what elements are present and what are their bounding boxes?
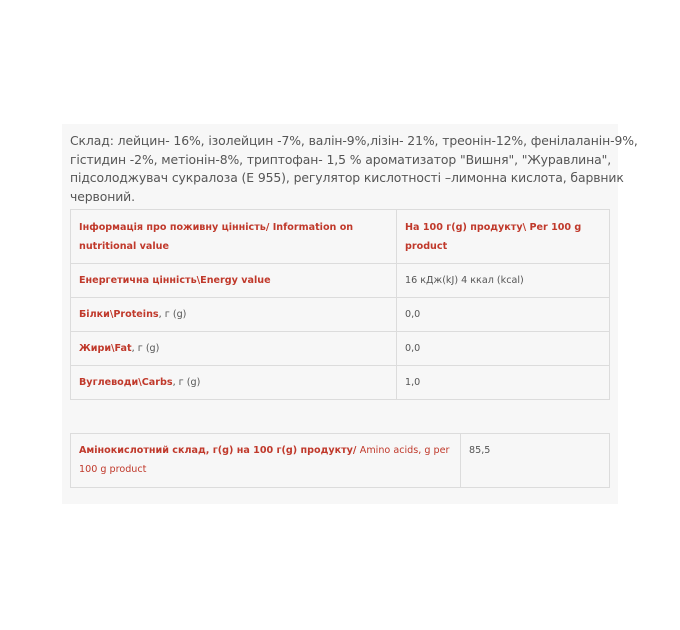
- nutrition-table: [70, 209, 610, 400]
- row-label-unit: , г (g): [172, 377, 201, 388]
- amino-acid-table: [70, 433, 610, 488]
- composition-line: червоний.: [70, 188, 135, 204]
- amino-label-bold: Амінокислотний склад, г(g) на 100 г(g) продукту/: [79, 445, 360, 456]
- row-label-bold: Енергетична цінність\Energy value: [79, 275, 271, 286]
- table-row: [71, 332, 610, 366]
- amino-label-cell: [71, 434, 461, 488]
- row-label-cell: [71, 264, 397, 298]
- table-row: [71, 366, 610, 400]
- table-row: [71, 434, 610, 488]
- row-label-unit: , г (g): [131, 343, 160, 354]
- row-label-cell: [71, 298, 397, 332]
- row-value-cell: 1,0: [397, 366, 610, 400]
- row-label-bold: Вуглеводи\Carbs: [79, 377, 173, 388]
- row-label-bold: Жири\Fat: [79, 343, 132, 354]
- table-row: [71, 264, 610, 298]
- amino-label-rest: Amino acids, g per 100 g product: [79, 445, 450, 475]
- composition-line: Склад: лейцин- 16%, ізолейцин -7%, валін-9%,лізін- 21%, треонін-12%, фенілаланін-9%,: [70, 133, 638, 148]
- row-label-bold: Білки\Proteins: [79, 309, 159, 320]
- row-label-cell: [71, 366, 397, 400]
- row-value-cell: 0,0: [397, 298, 610, 332]
- header-label-cell: Інформація про поживну цінність/ Information on nutritional value: [71, 210, 397, 264]
- row-label-cell: [71, 332, 397, 366]
- row-label-unit: , г (g): [158, 309, 187, 320]
- row-value-cell: 16 кДж(kJ) 4 ккал (kcal): [397, 264, 610, 298]
- table-row: [71, 298, 610, 332]
- amino-value-cell: 85,5: [461, 434, 610, 488]
- table-header-row: [71, 210, 610, 264]
- composition-line: гістидин -2%, метіонін-8%, триптофан- 1,5 % ароматизатор "Вишня", "Журавлина",: [70, 151, 612, 167]
- row-value-cell: 0,0: [397, 332, 610, 366]
- composition-line: підсолоджувач сукралоза (Е 955), регулятор кислотності –лимонна кислота, барвник: [70, 170, 624, 185]
- composition-text: [70, 132, 638, 206]
- header-value-cell: На 100 г(g) продукту\ Per 100 g product: [397, 210, 610, 264]
